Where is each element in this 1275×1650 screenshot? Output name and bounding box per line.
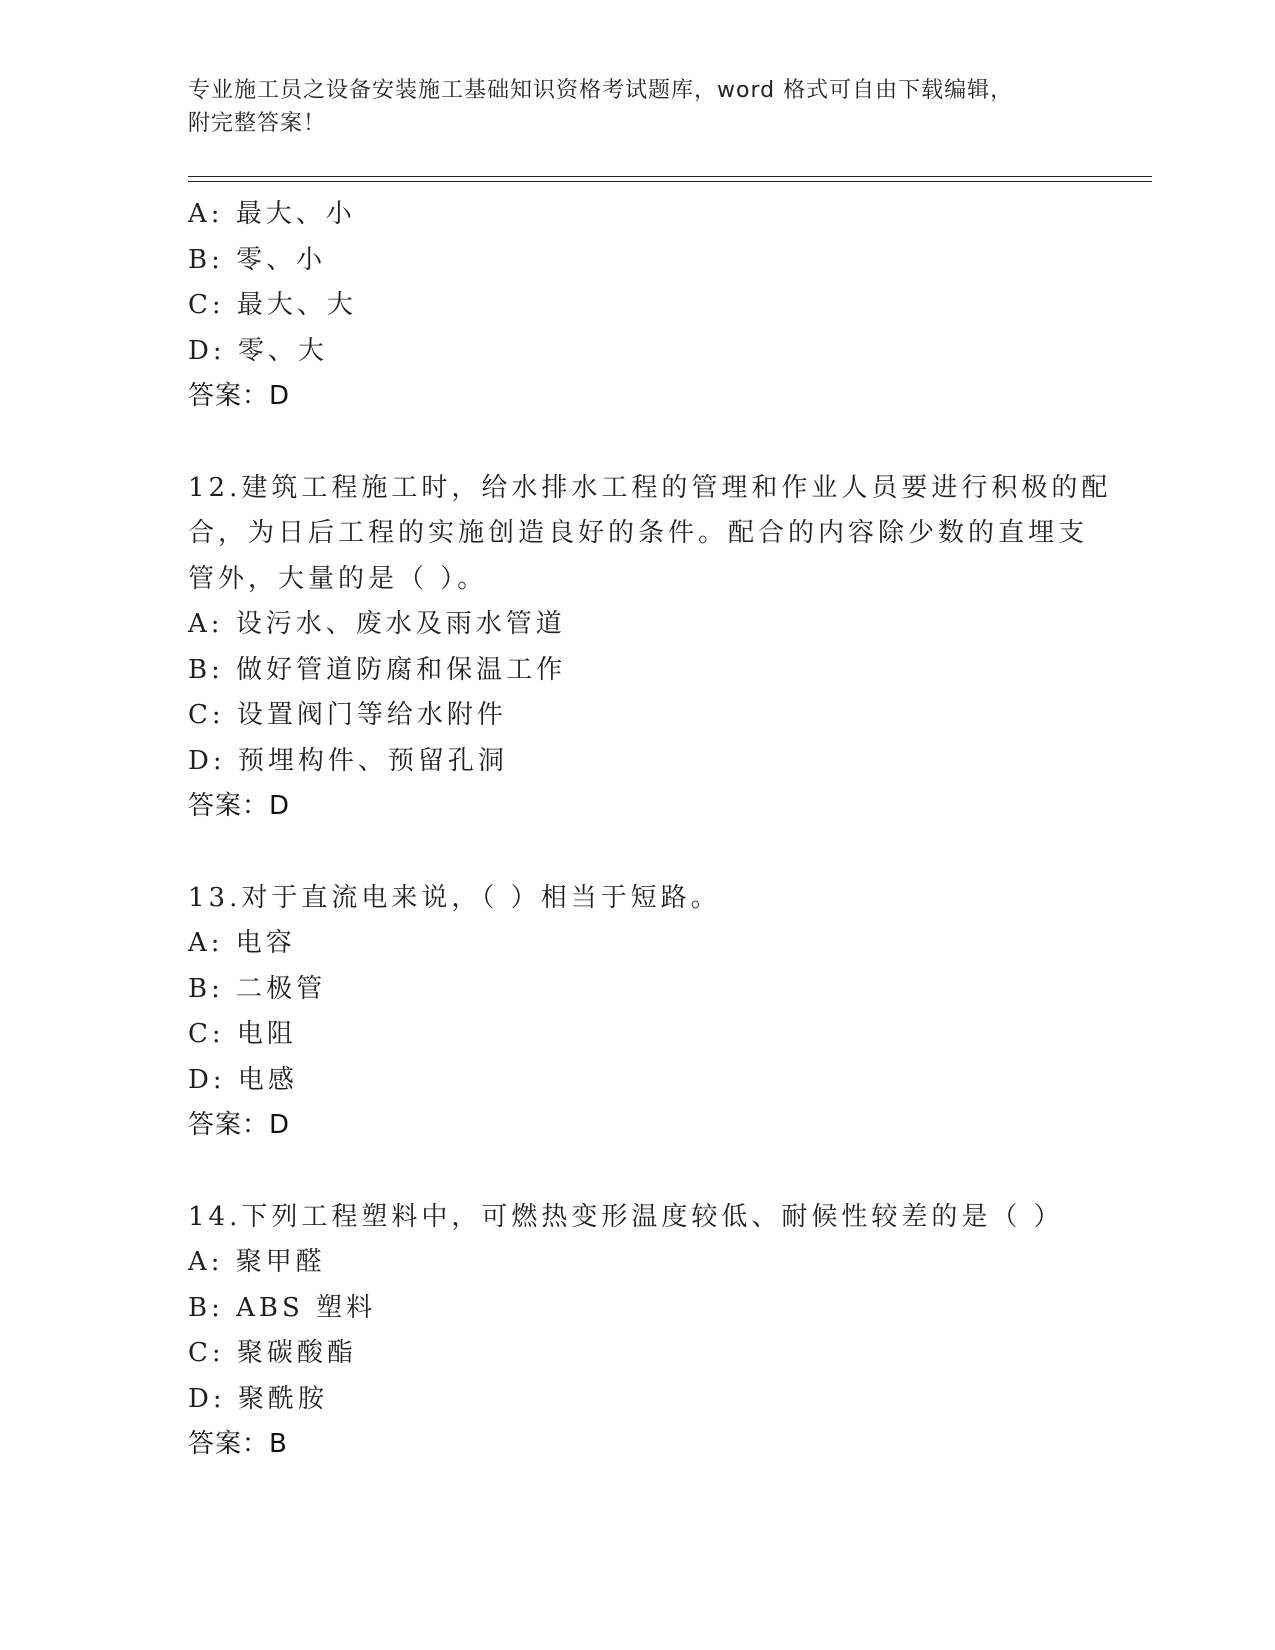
option-b: B: 做好管道防腐和保温工作 <box>188 654 567 685</box>
option-a: A: 设污水、废水及雨水管道 <box>188 609 566 639</box>
question-list <box>188 192 1112 1468</box>
option-c: C: 聚碳酸酯 <box>188 1338 357 1368</box>
question-12 <box>188 466 1112 830</box>
answer-line: 答案：D <box>188 381 291 411</box>
question-stem: 合，为日后工程的实施创造良好的条件。配合的内容除少数的直埋支 <box>188 518 1089 548</box>
question-stem: 13.对于直流电来说，（ ）相当于短路。 <box>188 882 721 913</box>
option-d: D: 预埋构件、预留孔洞 <box>188 745 508 776</box>
question-13 <box>188 876 1088 1149</box>
spacer <box>188 830 1088 876</box>
option-d: D: 聚酰胺 <box>188 1383 328 1414</box>
answer-line: 答案：D <box>188 791 291 821</box>
answer-line: 答案：B <box>188 1429 288 1459</box>
option-b: B: 二极管 <box>188 973 327 1004</box>
spacer <box>188 1149 1088 1195</box>
option-a: A: 最大、小 <box>188 199 356 229</box>
spacer <box>188 420 1088 466</box>
question-stem: 12.建筑工程施工时，给水排水工程的管理和作业人员要进行积极的配 <box>188 472 1112 503</box>
question-stem: 管外，大量的是（ ）。 <box>188 563 488 594</box>
option-c: C: 电阻 <box>188 1019 297 1049</box>
header-line-1: 专业施工员之设备安装施工基础知识资格考试题库，word 格式可自由下载编辑， <box>188 78 1014 103</box>
header-divider-bottom <box>188 181 1152 182</box>
question-11 <box>188 192 1088 420</box>
option-a: A: 电容 <box>188 928 296 958</box>
question-14 <box>188 1195 1088 1468</box>
option-d: D: 零、大 <box>188 335 328 366</box>
option-b: B: ABS 塑料 <box>188 1292 377 1323</box>
header-line-2: 附完整答案！ <box>188 111 327 136</box>
answer-line: 答案：D <box>188 1110 291 1140</box>
option-c: C: 最大、大 <box>188 290 357 320</box>
option-a: A: 聚甲醛 <box>188 1247 326 1277</box>
question-stem: 14.下列工程塑料中，可燃热变形温度较低、耐候性较差的是（ ） <box>188 1201 1064 1232</box>
header-divider-top <box>188 176 1152 177</box>
option-c: C: 设置阀门等给水附件 <box>188 700 507 730</box>
option-b: B: 零、小 <box>188 244 327 275</box>
option-d: D: 电感 <box>188 1064 298 1095</box>
document-header <box>188 74 1088 140</box>
